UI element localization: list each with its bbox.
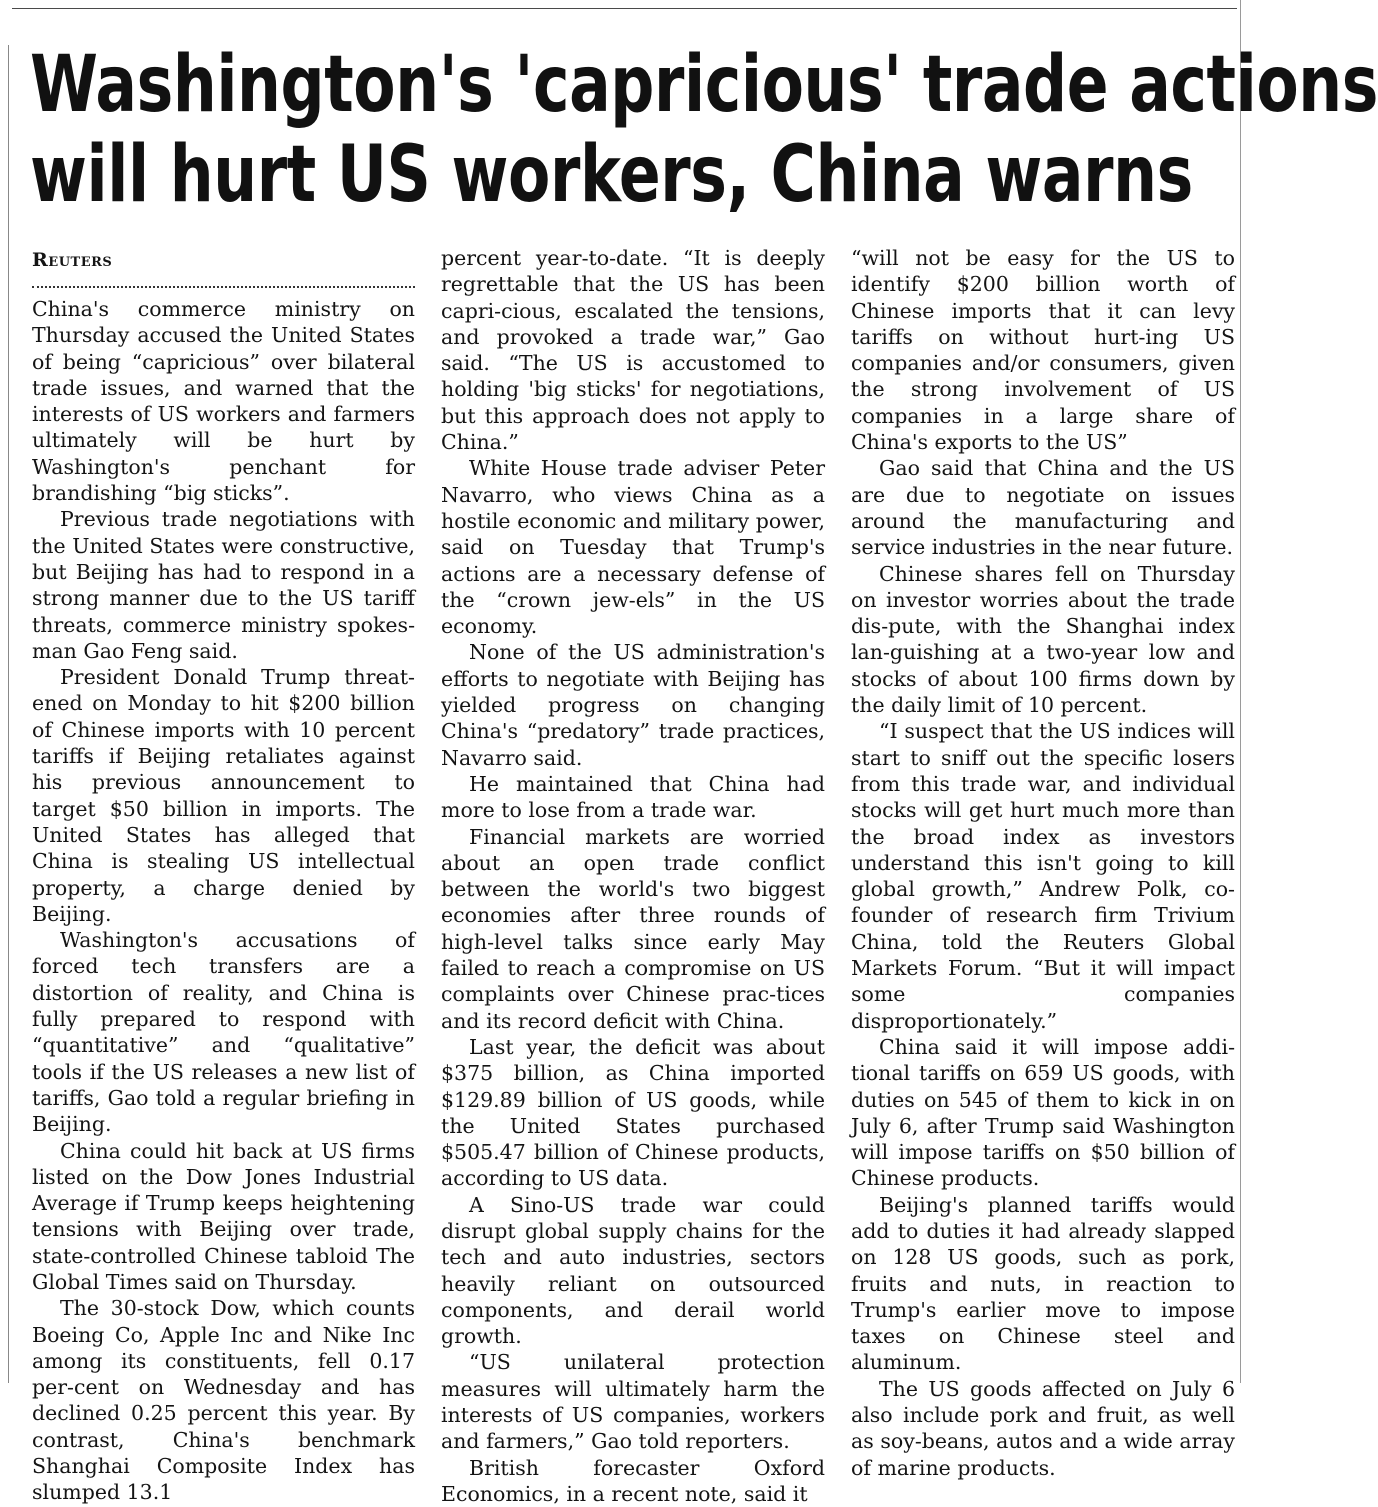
- paragraph: Washington's accusations of forced tech transfers are a distortion of reality, and China is fully prepared to respond with “quantitative” and “qualitative” tools if the US releases a new list of tariffs, Gao told a regular briefing in Beijing.: [32, 928, 415, 1137]
- paragraph: President Donald Trump threat-ened on Monday to hit $200 billion of Chinese imports with 10 percent tariffs if Beijing retaliates against his previous announcement to target $50 billion in imports. The United States has alleged that China is stealing US intellectual property, a charge denied by Beijing.: [32, 665, 415, 926]
- article-column-1: [32, 248, 415, 1505]
- paragraph: China could hit back at US firms listed on the Dow Jones Industrial Average if Trump keeps heightening tensions with Beijing over trade, state-controlled Chinese tabloid The Global Times said on Thursday.: [32, 1138, 415, 1294]
- paragraph: percent year-to-date. “It is deeply regrettable that the US has been capri-cious, escalated the tensions, and provoked a trade war,” Gao said. “The US is accustomed to holding 'big sticks' for negotiations, but this approach does not apply to China.”: [441, 246, 825, 455]
- paragraph: He maintained that China had more to lose from a trade war.: [441, 771, 825, 823]
- paragraph: White House trade adviser Peter Navarro, who views China as a hostile economic and military power, said on Tuesday that Trump's actions are a necessary defense of the “crown jew-els” in the US economy.: [441, 456, 825, 639]
- paragraph: “I suspect that the US indices will start to sniff out the specific losers from this trade war, and individual stocks will get hurt much more than the broad index as investors understand this isn't going to kill global growth,” Andrew Polk, co-founder of research firm Trivium China, told the Reuters Global Markets Forum. “But it will impact some companies disproportionately.”: [851, 719, 1235, 1033]
- paragraph: British forecaster Oxford Economics, in a recent note, said it: [441, 1455, 825, 1506]
- paragraph: “US unilateral protection measures will ultimately harm the interests of US companies, workers and farmers,” Gao told reporters.: [441, 1350, 825, 1454]
- left-column-rule: [8, 45, 9, 1383]
- headline: [30, 40, 1378, 220]
- article-column-3: [851, 245, 1235, 1480]
- paragraph: Financial markets are worried about an open trade conflict between the world's two biggest economies after three rounds of high-level talks since early May failed to reach a compromise on US complaints over Chinese prac-tices and its record deficit with China.: [441, 824, 825, 1033]
- paragraph: Beijing's planned tariffs would add to duties it had already slapped on 128 US goods, such as pork, fruits and nuts, in reaction to Trump's earlier move to impose taxes on Chinese steel and aluminum.: [851, 1192, 1235, 1375]
- article-column-2: [441, 245, 825, 1506]
- paragraph: Chinese shares fell on Thursday on investor worries about the trade dis-pute, with the Shanghai index lan-guishing at a two-year low and stocks of about 100 firms down by the daily limit of 10 percent.: [851, 561, 1235, 718]
- paragraph: “will not be easy for the US to identify $200 billion worth of Chinese imports that it can levy tariffs on without hurt-ing US companies and/or consumers, given the strong involvement of US companies in a large share of China's exports to the US”: [851, 246, 1235, 455]
- paragraph: China said it will impose addi-tional tariffs on 659 US goods, with duties on 545 of them to kick in on July 6, after Trump said Washington will impose tariffs on $50 billion of Chinese products.: [851, 1034, 1235, 1191]
- paragraph: China's commerce ministry on Thursday accused the United States of being “capricious” over bilateral trade issues, and warned that the interests of US workers and farmers ultimately will be hurt by Washington's penchant for brandishing “big sticks”.: [32, 297, 415, 506]
- headline-line-2: will hurt US workers, China warns: [30, 130, 1193, 220]
- right-edge-rule: [1240, 0, 1241, 1383]
- byline: Reuters: [32, 249, 113, 271]
- byline-dotted-divider: [32, 286, 415, 288]
- paragraph: Previous trade negotiations with the United States were constructive, but Beijing has had to respond in a strong manner due to the US tariff threats, commerce ministry spokes-man Gao Feng said.: [32, 507, 415, 663]
- paragraph: Last year, the deficit was about $375 billion, as China imported $129.89 billion of US goods, while the United States purchased $505.47 billion of Chinese products, according to US data.: [441, 1034, 825, 1191]
- paragraph: The 30-stock Dow, which counts Boeing Co, Apple Inc and Nike Inc among its constituents, fell 0.17 per-cent on Wednesday and has declined 0.25 percent this year. By contrast, China's benchmark Shanghai Composite Index has slumped 13.1: [32, 1296, 415, 1505]
- paragraph: Gao said that China and the US are due to negotiate on issues around the manufacturing and service industries in the near future.: [851, 456, 1235, 560]
- paragraph: The US goods affected on July 6 also include pork and fruit, as well as soy-beans, autos and a wide array of marine products.: [851, 1376, 1235, 1480]
- headline-line-1: Washington's 'capricious' trade actions: [30, 40, 1378, 130]
- paragraph: None of the US administration's efforts to negotiate with Beijing has yielded progress on changing China's “predatory” trade practices, Navarro said.: [441, 640, 825, 770]
- top-rule: [12, 8, 1237, 9]
- paragraph: A Sino-US trade war could disrupt global supply chains for the tech and auto industries, sectors heavily reliant on outsourced components, and derail world growth.: [441, 1192, 825, 1349]
